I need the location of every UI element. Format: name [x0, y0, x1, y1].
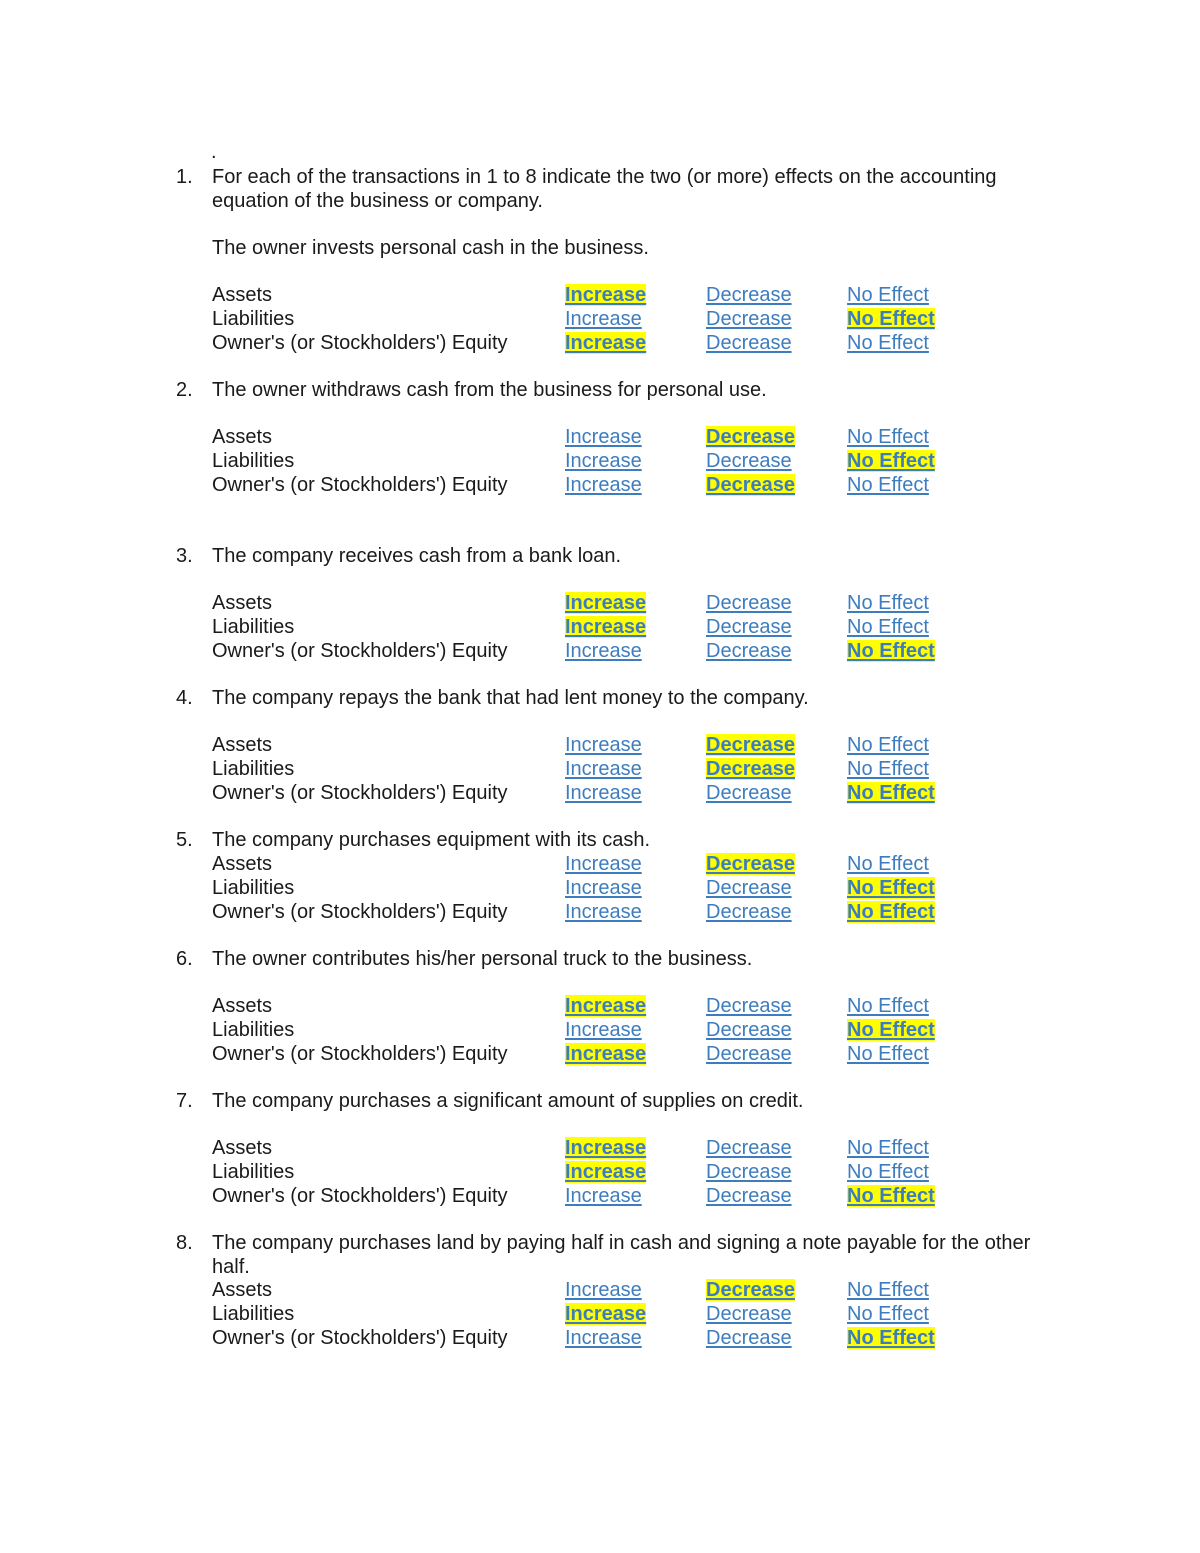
no-effect-option[interactable]: No Effect: [847, 877, 935, 899]
decrease-option[interactable]: Decrease: [706, 853, 795, 875]
decrease-option[interactable]: Decrease: [706, 1019, 792, 1041]
question-instructions: equation of the business or company.: [212, 190, 543, 212]
no-effect-option[interactable]: No Effect: [847, 853, 929, 875]
account-row-label: Owner's (or Stockholders') Equity: [212, 901, 508, 923]
decrease-option[interactable]: Decrease: [706, 1137, 792, 1159]
account-row-label: Liabilities: [212, 308, 295, 330]
account-row-label: Liabilities: [212, 616, 295, 638]
account-row-label: Assets: [212, 734, 273, 756]
transaction-description: half.: [212, 1256, 250, 1278]
transaction-number: 3.: [176, 545, 193, 567]
decrease-option[interactable]: Decrease: [706, 877, 792, 899]
increase-option[interactable]: Increase: [565, 1185, 642, 1207]
increase-option[interactable]: Increase: [565, 426, 642, 448]
decrease-option[interactable]: Decrease: [706, 474, 795, 496]
no-effect-option[interactable]: No Effect: [847, 426, 929, 448]
increase-option[interactable]: Increase: [565, 284, 647, 306]
transaction-description: The owner contributes his/her personal truck to the business.: [212, 948, 753, 970]
increase-option[interactable]: Increase: [565, 877, 642, 899]
increase-option[interactable]: Increase: [565, 1019, 642, 1041]
account-row-label: Owner's (or Stockholders') Equity: [212, 1043, 508, 1065]
no-effect-option[interactable]: No Effect: [847, 640, 935, 662]
bullet-mark: .: [211, 141, 217, 163]
transaction-number: 4.: [176, 687, 193, 709]
no-effect-option[interactable]: No Effect: [847, 592, 929, 614]
account-row-label: Liabilities: [212, 1161, 295, 1183]
no-effect-option[interactable]: No Effect: [847, 782, 935, 804]
transaction-description: The owner invests personal cash in the business.: [212, 237, 649, 259]
account-row-label: Liabilities: [212, 1303, 295, 1325]
no-effect-option[interactable]: No Effect: [847, 734, 929, 756]
transaction-description: The company purchases equipment with its cash.: [212, 829, 650, 851]
transaction-description: The company purchases a significant amount of supplies on credit.: [212, 1090, 804, 1112]
transaction-number: 7.: [176, 1090, 193, 1112]
account-row-label: Owner's (or Stockholders') Equity: [212, 782, 508, 804]
no-effect-option[interactable]: No Effect: [847, 1161, 929, 1183]
no-effect-option[interactable]: No Effect: [847, 1303, 929, 1325]
transaction-number: 2.: [176, 379, 193, 401]
no-effect-option[interactable]: No Effect: [847, 616, 929, 638]
increase-option[interactable]: Increase: [565, 1137, 647, 1159]
decrease-option[interactable]: Decrease: [706, 1303, 792, 1325]
increase-option[interactable]: Increase: [565, 640, 642, 662]
account-row-label: Owner's (or Stockholders') Equity: [212, 1327, 508, 1349]
transaction-number: 5.: [176, 829, 193, 851]
increase-option[interactable]: Increase: [565, 1327, 642, 1349]
increase-option[interactable]: Increase: [565, 592, 647, 614]
no-effect-option[interactable]: No Effect: [847, 450, 935, 472]
increase-option[interactable]: Increase: [565, 1161, 647, 1183]
no-effect-option[interactable]: No Effect: [847, 1137, 929, 1159]
increase-option[interactable]: Increase: [565, 782, 642, 804]
account-row-label: Assets: [212, 592, 273, 614]
no-effect-option[interactable]: No Effect: [847, 995, 929, 1017]
decrease-option[interactable]: Decrease: [706, 450, 792, 472]
increase-option[interactable]: Increase: [565, 758, 642, 780]
increase-option[interactable]: Increase: [565, 308, 642, 330]
no-effect-option[interactable]: No Effect: [847, 332, 929, 354]
increase-option[interactable]: Increase: [565, 1303, 647, 1325]
account-row-label: Liabilities: [212, 450, 295, 472]
decrease-option[interactable]: Decrease: [706, 640, 792, 662]
increase-option[interactable]: Increase: [565, 450, 642, 472]
no-effect-option[interactable]: No Effect: [847, 1279, 929, 1301]
decrease-option[interactable]: Decrease: [706, 332, 792, 354]
decrease-option[interactable]: Decrease: [706, 308, 792, 330]
decrease-option[interactable]: Decrease: [706, 1327, 792, 1349]
decrease-option[interactable]: Decrease: [706, 1043, 792, 1065]
account-row-label: Owner's (or Stockholders') Equity: [212, 332, 508, 354]
account-row-label: Liabilities: [212, 877, 295, 899]
increase-option[interactable]: Increase: [565, 1043, 647, 1065]
no-effect-option[interactable]: No Effect: [847, 758, 929, 780]
transaction-description: The company purchases land by paying half in cash and signing a note payable for the other: [212, 1232, 1031, 1254]
decrease-option[interactable]: Decrease: [706, 901, 792, 923]
no-effect-option[interactable]: No Effect: [847, 284, 929, 306]
no-effect-option[interactable]: No Effect: [847, 1327, 935, 1349]
no-effect-option[interactable]: No Effect: [847, 474, 929, 496]
decrease-option[interactable]: Decrease: [706, 995, 792, 1017]
decrease-option[interactable]: Decrease: [706, 616, 792, 638]
no-effect-option[interactable]: No Effect: [847, 1019, 935, 1041]
no-effect-option[interactable]: No Effect: [847, 901, 935, 923]
account-row-label: Assets: [212, 1279, 273, 1301]
increase-option[interactable]: Increase: [565, 901, 642, 923]
question-number: 1.: [176, 166, 193, 188]
increase-option[interactable]: Increase: [565, 1279, 642, 1301]
no-effect-option[interactable]: No Effect: [847, 1043, 929, 1065]
no-effect-option[interactable]: No Effect: [847, 1185, 935, 1207]
no-effect-option[interactable]: No Effect: [847, 308, 935, 330]
decrease-option[interactable]: Decrease: [706, 1185, 792, 1207]
increase-option[interactable]: Increase: [565, 734, 642, 756]
account-row-label: Assets: [212, 426, 273, 448]
transaction-number: 8.: [176, 1232, 193, 1254]
transaction-description: The owner withdraws cash from the business for personal use.: [212, 379, 767, 401]
decrease-option[interactable]: Decrease: [706, 592, 792, 614]
account-row-label: Owner's (or Stockholders') Equity: [212, 640, 508, 662]
increase-option[interactable]: Increase: [565, 616, 647, 638]
account-row-label: Liabilities: [212, 1019, 295, 1041]
account-row-label: Assets: [212, 995, 273, 1017]
account-row-label: Owner's (or Stockholders') Equity: [212, 474, 508, 496]
increase-option[interactable]: Increase: [565, 474, 642, 496]
transaction-description: The company receives cash from a bank loan.: [212, 545, 622, 567]
decrease-option[interactable]: Decrease: [706, 426, 795, 448]
increase-option[interactable]: Increase: [565, 853, 642, 875]
question-instructions: For each of the transactions in 1 to 8 indicate the two (or more) effects on the accounting: [212, 166, 997, 188]
account-row-label: Assets: [212, 853, 273, 875]
transaction-number: 6.: [176, 948, 193, 970]
increase-option[interactable]: Increase: [565, 995, 647, 1017]
decrease-option[interactable]: Decrease: [706, 782, 792, 804]
transaction-description: The company repays the bank that had lent money to the company.: [212, 687, 809, 709]
increase-option[interactable]: Increase: [565, 332, 647, 354]
decrease-option[interactable]: Decrease: [706, 758, 795, 780]
account-row-label: Assets: [212, 284, 273, 306]
account-row-label: Owner's (or Stockholders') Equity: [212, 1185, 508, 1207]
decrease-option[interactable]: Decrease: [706, 284, 792, 306]
decrease-option[interactable]: Decrease: [706, 1161, 792, 1183]
account-row-label: Assets: [212, 1137, 273, 1159]
decrease-option[interactable]: Decrease: [706, 1279, 795, 1301]
account-row-label: Liabilities: [212, 758, 295, 780]
decrease-option[interactable]: Decrease: [706, 734, 795, 756]
